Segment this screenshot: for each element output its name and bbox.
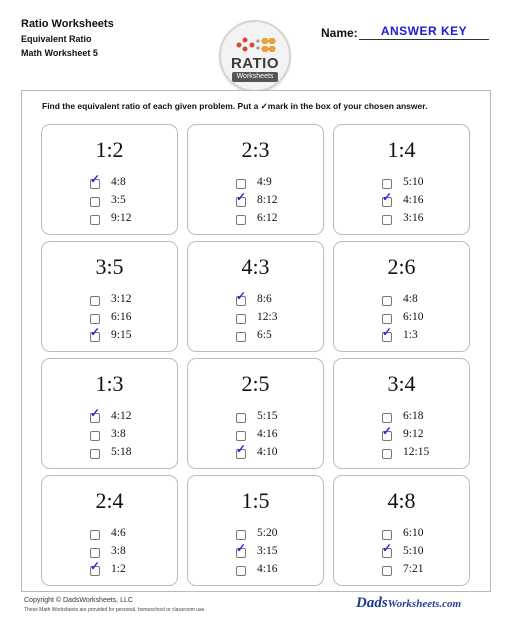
answer-options: [236, 410, 316, 464]
answer-option[interactable]: [90, 325, 170, 347]
answer-option[interactable]: [236, 329, 316, 347]
answer-options: [382, 293, 462, 347]
checkmark-icon: ✓: [90, 559, 101, 573]
problem-card: [41, 124, 178, 235]
checkmark-icon: ✓: [382, 424, 393, 438]
answer-text: 4:16: [403, 194, 424, 206]
answer-checkbox[interactable]: [90, 530, 100, 540]
answer-option[interactable]: [236, 289, 316, 311]
answer-option[interactable]: [90, 212, 170, 230]
problem-card: [187, 358, 324, 469]
answer-text: 3:8: [111, 545, 126, 557]
answer-checkbox[interactable]: [236, 431, 246, 441]
answer-option[interactable]: [382, 176, 462, 194]
checkmark-icon: ✓: [382, 325, 393, 339]
answer-text: 4:9: [257, 176, 272, 188]
answer-checkbox[interactable]: [382, 449, 392, 459]
answer-text: 9:12: [403, 428, 424, 440]
answer-options: [236, 176, 316, 230]
problem-card: [333, 475, 470, 586]
answer-text: 3:8: [111, 428, 126, 440]
answer-option[interactable]: [90, 311, 170, 329]
answer-text: 4:16: [257, 428, 278, 440]
brand-logo: [356, 595, 461, 612]
answer-checkbox[interactable]: [90, 548, 100, 558]
checkmark-icon: ✓: [236, 541, 247, 555]
answer-option[interactable]: [90, 406, 170, 428]
answer-option[interactable]: [382, 293, 462, 311]
answer-text: 7:21: [403, 563, 424, 575]
answer-text: 6:16: [111, 311, 132, 323]
answer-checkbox[interactable]: [236, 413, 246, 423]
problem-card: [333, 358, 470, 469]
answer-options: [90, 293, 170, 347]
brand-text-b: Worksheets.com: [387, 598, 462, 610]
answer-option[interactable]: [236, 442, 316, 464]
problem-ratio: 2:4: [95, 488, 124, 513]
answer-checkbox[interactable]: [90, 431, 100, 441]
answer-text: 8:6: [257, 293, 272, 305]
answer-options: [90, 172, 170, 230]
answer-option[interactable]: [236, 541, 316, 563]
checkmark-icon: ✓: [90, 325, 101, 339]
answer-checkbox[interactable]: [236, 314, 246, 324]
problem-card: [41, 241, 178, 352]
answer-text: 6:12: [257, 212, 278, 224]
answer-checkbox[interactable]: [382, 530, 392, 540]
answer-option[interactable]: [236, 527, 316, 545]
answer-option[interactable]: [382, 410, 462, 428]
checkmark-icon: ✓: [236, 442, 247, 456]
answer-option[interactable]: [236, 190, 316, 212]
answer-text: 3:15: [257, 545, 278, 557]
name-label: Name:: [321, 26, 358, 40]
answer-text: 12:3: [257, 311, 278, 323]
answer-text: 1:2: [111, 563, 126, 575]
answer-text: 6:5: [257, 329, 272, 341]
problem-card: [187, 475, 324, 586]
worksheet-number: Math Worksheet 5: [21, 48, 98, 58]
answer-text: 5:10: [403, 545, 424, 557]
answer-text: 1:3: [403, 329, 418, 341]
answer-text: 5:18: [111, 446, 132, 458]
answer-checkbox[interactable]: [90, 197, 100, 207]
answer-text: 3:12: [111, 293, 132, 305]
problem-ratio: 4:3: [241, 254, 270, 279]
answer-text: 5:10: [403, 176, 424, 188]
problem-ratio: 1:2: [95, 137, 124, 162]
answer-option[interactable]: [382, 325, 462, 347]
ratio-logo: [219, 20, 291, 92]
instructions: Find the equivalent ratio of each given problem. Put a ✓mark in the box of your chosen answer.: [42, 101, 428, 111]
answer-options: [236, 527, 316, 581]
answer-options: [382, 176, 462, 230]
problem-ratio: 1:3: [95, 371, 124, 396]
answer-option[interactable]: [90, 527, 170, 545]
answer-option[interactable]: [90, 428, 170, 446]
answer-text: 5:15: [257, 410, 278, 422]
problem-ratio: 2:5: [241, 371, 270, 396]
problem-ratio: 1:5: [241, 488, 270, 513]
logo-band: Worksheets: [232, 72, 278, 82]
answer-option[interactable]: [382, 424, 462, 446]
problem-card: [333, 241, 470, 352]
checkmark-icon: ✓: [236, 190, 247, 204]
problem-grid: [41, 124, 471, 586]
answer-text: 5:20: [257, 527, 278, 539]
problem-ratio: 4:8: [387, 488, 416, 513]
answer-option[interactable]: [382, 563, 462, 581]
answer-checkbox[interactable]: [236, 566, 246, 576]
answer-checkbox[interactable]: [90, 215, 100, 225]
ratio-dots-icon: [236, 36, 276, 54]
answer-text: 9:15: [111, 329, 132, 341]
answer-checkbox[interactable]: [90, 449, 100, 459]
worksheet-title: Ratio Worksheets: [21, 18, 114, 30]
answer-option[interactable]: [90, 545, 170, 563]
answer-option[interactable]: [382, 541, 462, 563]
answer-option[interactable]: [90, 559, 170, 581]
answer-text: 4:12: [111, 410, 132, 422]
answer-options: [382, 410, 462, 464]
problem-card: [187, 241, 324, 352]
answer-checkbox[interactable]: [382, 296, 392, 306]
problem-card: [187, 124, 324, 235]
answer-option[interactable]: [90, 194, 170, 212]
answer-option[interactable]: [236, 428, 316, 446]
answer-text: 3:16: [403, 212, 424, 224]
answer-option[interactable]: [382, 446, 462, 464]
answer-text: 6:18: [403, 410, 424, 422]
answer-checkbox[interactable]: [236, 179, 246, 189]
problem-card: [333, 124, 470, 235]
answer-text: 9:12: [111, 212, 132, 224]
answer-checkbox[interactable]: [382, 566, 392, 576]
answer-text: 3:5: [111, 194, 126, 206]
answer-option[interactable]: [236, 410, 316, 428]
answer-text: 4:16: [257, 563, 278, 575]
answer-options: [90, 406, 170, 464]
answer-option[interactable]: [236, 311, 316, 329]
brand-text-a: Dads: [356, 595, 388, 611]
answer-option[interactable]: [382, 190, 462, 212]
answer-option[interactable]: [382, 212, 462, 230]
answer-text: 4:8: [111, 176, 126, 188]
answer-option[interactable]: [90, 293, 170, 311]
answer-text: 4:8: [403, 293, 418, 305]
answer-option[interactable]: [90, 446, 170, 464]
answer-checkbox[interactable]: [236, 530, 246, 540]
problem-ratio: 3:5: [95, 254, 124, 279]
answer-checkbox[interactable]: [382, 179, 392, 189]
checkmark-icon: ✓: [90, 406, 101, 420]
problem-ratio: 3:4: [387, 371, 416, 396]
answer-text: 4:10: [257, 446, 278, 458]
usage-note: These Math Worksheets are provided for personal, homeschool or classroom use.: [24, 607, 206, 613]
problem-ratio: 1:4: [387, 137, 416, 162]
answer-checkbox[interactable]: [236, 332, 246, 342]
answer-checkbox[interactable]: [382, 215, 392, 225]
answer-checkbox[interactable]: [90, 314, 100, 324]
checkmark-icon: ✓: [382, 190, 393, 204]
problem-ratio: 2:6: [387, 254, 416, 279]
answer-checkbox[interactable]: [382, 413, 392, 423]
answer-options: [382, 527, 462, 581]
logo-word: RATIO: [230, 55, 280, 72]
answer-text: 6:10: [403, 311, 424, 323]
copyright-text: Copyright © DadsWorksheets, LLC: [24, 597, 133, 604]
answer-options: [90, 527, 170, 581]
answer-option[interactable]: [236, 176, 316, 194]
answer-options: [236, 289, 316, 347]
answer-option[interactable]: [236, 563, 316, 581]
answer-option[interactable]: [382, 527, 462, 545]
answer-text: 8:12: [257, 194, 278, 206]
checkmark-icon: ✓: [236, 289, 247, 303]
name-field[interactable]: ANSWER KEY: [359, 24, 489, 40]
checkmark-icon: ✓: [90, 172, 101, 186]
answer-checkbox[interactable]: [382, 314, 392, 324]
answer-checkbox[interactable]: [90, 296, 100, 306]
answer-checkbox[interactable]: [236, 215, 246, 225]
problem-ratio: 2:3: [241, 137, 270, 162]
answer-text: 4:6: [111, 527, 126, 539]
answer-text: 6:10: [403, 527, 424, 539]
answer-option[interactable]: [90, 172, 170, 194]
answer-option[interactable]: [382, 311, 462, 329]
answer-text: 12:15: [403, 446, 430, 458]
problem-card: [41, 475, 178, 586]
worksheet-subtitle: Equivalent Ratio: [21, 34, 92, 44]
problem-card: [41, 358, 178, 469]
checkmark-icon: ✓: [382, 541, 393, 555]
answer-option[interactable]: [236, 212, 316, 230]
